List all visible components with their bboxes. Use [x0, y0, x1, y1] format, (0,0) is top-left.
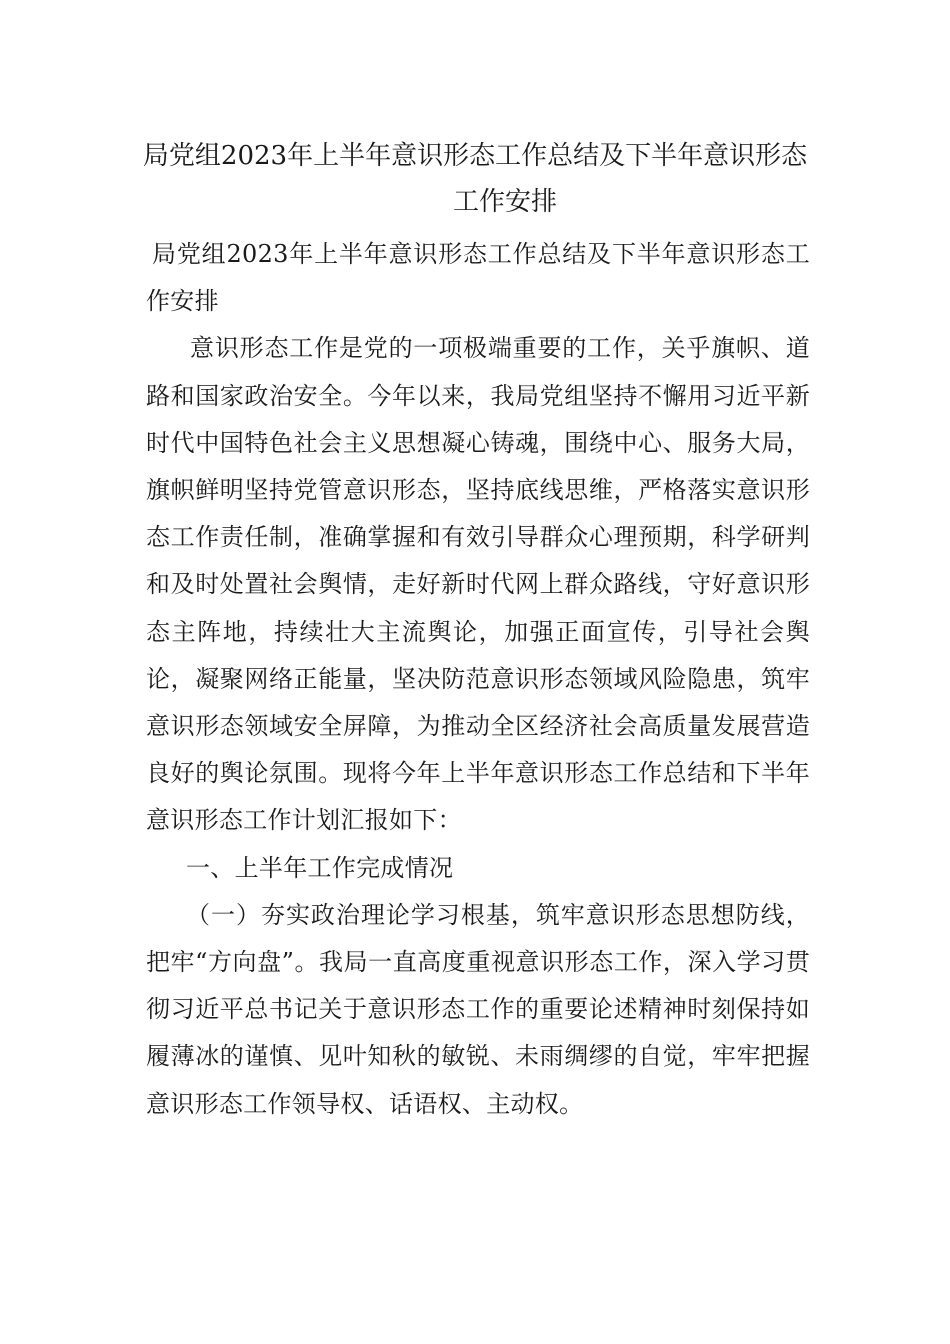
document-body — [146, 231, 810, 1128]
section-paragraph: （一）夯实政治理论学习根基，筑牢意识形态思想防线，把牢“方向盘”。我局一直高度重视意识形态工作，深入学习贯彻习近平总书记关于意识形态工作的重要论述精神时刻保持如履薄冰的谨慎、见叶知秋的敏锐、未雨绸缪的自觉，牢牢把握意识形态工作领导权、话语权、主动权。 — [146, 900, 810, 1118]
document-subtitle: 局党组2023年上半年意识形态工作总结及下半年意识形态工作安排 — [146, 240, 810, 316]
section-heading: 一、上半年工作完成情况 — [186, 853, 454, 882]
document-title — [120, 133, 830, 225]
document-title-line-2: 工作安排 — [452, 187, 557, 217]
intro-paragraph: 意识形态工作是党的一项极端重要的工作，关乎旗帜、道路和国家政治安全。今年以来，我局党组坚持不懈用习近平新时代中国特色社会主义思想凝心铸魂，围绕中心、服务大局，旗帜鲜明坚持党管意识形态，坚持底线思维，严格落实意识形态工作责任制，准确掌握和有效引导群众心理预期，科学研判和及时处置社会舆情，走好新时代网上群众路线，守好意识形态主阵地，持续壮大主流舆论，加强正面宣传，引导社会舆论，凝聚网络正能量，坚决防范意识形态领域风险隐患，筑牢意识形态领域安全屏障，为推动全区经济社会高质量发展营造良好的舆论氛围。现将今年上半年意识形态工作总结和下半年意识形态工作计划汇报如下： — [146, 334, 810, 835]
document-title-line-1: 局党组2023年上半年意识形态工作总结及下半年意识形态 — [142, 141, 808, 171]
